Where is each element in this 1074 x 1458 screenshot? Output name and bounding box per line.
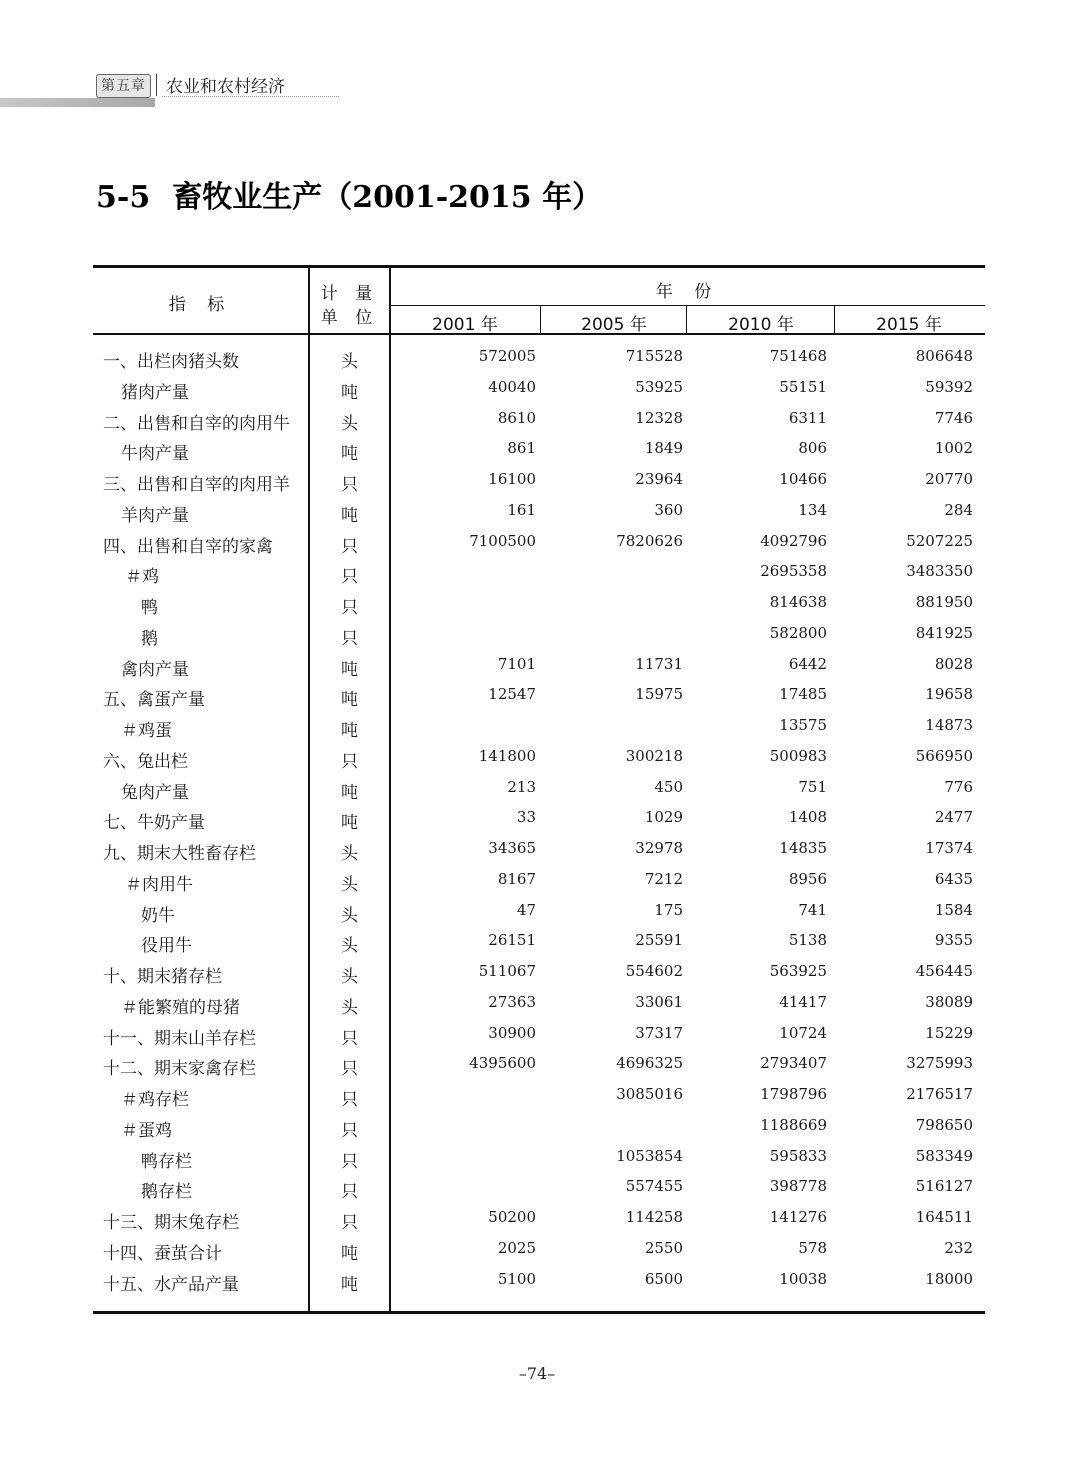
row-indicator: ＃肉用牛 (125, 874, 193, 895)
row-indicator: 九、期末大牲畜存栏 (103, 844, 256, 864)
value-2001: 16100 (488, 470, 536, 488)
value-2005: 12328 (635, 408, 683, 427)
value-2001: 213 (507, 777, 536, 796)
value-2001: 861 (507, 439, 536, 458)
value-2015: 7746 (934, 408, 973, 427)
value-2005: 53925 (635, 377, 683, 396)
value-2001: 34365 (488, 839, 536, 857)
row-unit: 吨 (341, 690, 358, 711)
value-2001: 7100500 (469, 531, 536, 550)
row-unit: 头 (341, 413, 358, 434)
row-indicator: ＃鸡 (125, 567, 159, 588)
value-2015: 2477 (934, 808, 973, 827)
value-2005: 360 (654, 500, 683, 519)
value-2010: 10466 (779, 470, 827, 488)
value-2015: 38089 (925, 992, 973, 1011)
value-2005: 114258 (625, 1208, 683, 1226)
value-2015: 6435 (934, 869, 973, 888)
row-indicator: 奶牛 (141, 905, 175, 926)
value-2015: 164511 (915, 1208, 973, 1226)
row-unit: 只 (341, 1059, 358, 1080)
value-2001: 7101 (497, 654, 536, 673)
value-2005: 715528 (625, 347, 683, 365)
table-top-rule (93, 265, 985, 268)
value-2015: 3275993 (906, 1054, 973, 1073)
value-2001: 8610 (497, 408, 536, 427)
value-2005: 33061 (635, 992, 683, 1011)
value-2010: 4092796 (760, 531, 827, 550)
value-2015: 14873 (925, 716, 973, 734)
row-indicator: 鹅 (141, 628, 158, 649)
row-unit: 只 (341, 1120, 358, 1141)
row-unit: 吨 (341, 382, 358, 403)
row-indicator: 十一、期末山羊存栏 (103, 1028, 256, 1049)
header-years: 年 份 (655, 282, 720, 302)
value-2005: 554602 (625, 962, 683, 980)
header-indicator: 指 标 (168, 295, 233, 315)
value-2001: 30900 (488, 1023, 536, 1042)
row-unit: 吨 (341, 721, 358, 741)
value-2001: 27363 (488, 992, 536, 1011)
chapter-header-bar (0, 98, 155, 107)
value-2010: 5138 (788, 931, 827, 950)
page-number: –74– (518, 1364, 556, 1383)
row-unit: 只 (341, 1151, 358, 1172)
row-indicator: 鸭存栏 (141, 1151, 192, 1172)
value-2010: 41417 (779, 992, 827, 1011)
row-unit: 头 (341, 905, 358, 926)
row-unit: 只 (341, 567, 358, 588)
value-2010: 500983 (769, 746, 827, 765)
row-indicator: 兔肉产量 (121, 782, 189, 803)
value-2015: 1002 (934, 439, 973, 458)
row-unit: 只 (341, 598, 358, 618)
value-2010: 398778 (769, 1177, 827, 1196)
value-2005: 11731 (635, 654, 683, 673)
row-indicator: 十四、蚕茧合计 (103, 1243, 222, 1264)
value-2001: 161 (507, 500, 536, 519)
row-indicator: 四、出售和自宰的家禽 (103, 536, 273, 557)
value-2010: 806 (798, 439, 827, 458)
value-2015: 516127 (915, 1177, 973, 1196)
row-unit: 头 (341, 352, 358, 372)
row-unit: 只 (341, 1182, 358, 1203)
value-2015: 284 (944, 500, 973, 519)
row-unit: 只 (341, 628, 358, 649)
value-2015: 583349 (915, 1146, 973, 1165)
row-unit: 头 (341, 844, 358, 864)
value-2005: 300218 (625, 746, 683, 765)
value-2005: 15975 (635, 685, 683, 704)
value-2005: 32978 (635, 839, 683, 857)
row-indicator: 二、出售和自宰的肉用牛 (103, 413, 290, 434)
header-year-2001: 2001 年 (432, 315, 498, 335)
table-title-text: 畜牧业生产（2001-2015 年） (172, 180, 603, 215)
value-2010: 10038 (779, 1269, 827, 1288)
value-2015: 2176517 (906, 1085, 973, 1103)
value-2015: 776 (944, 777, 973, 796)
row-unit: 头 (341, 936, 358, 957)
row-indicator: 禽肉产量 (121, 659, 189, 680)
value-2015: 9355 (934, 931, 973, 950)
value-2015: 15229 (925, 1023, 973, 1042)
chapter-title: 农业和农村经济 (166, 77, 285, 97)
value-2010: 1798796 (760, 1085, 827, 1103)
value-2010: 6442 (788, 654, 827, 673)
value-2010: 8956 (788, 869, 827, 888)
row-indicator: ＃蛋鸡 (121, 1120, 172, 1141)
value-2010: 13575 (779, 716, 827, 734)
value-2001: 12547 (488, 685, 536, 704)
row-unit: 头 (341, 967, 358, 987)
value-2005: 7820626 (616, 531, 683, 550)
year-divider (834, 306, 835, 334)
value-2010: 1408 (788, 808, 827, 827)
value-2001: 40040 (488, 377, 536, 396)
value-2015: 456445 (915, 962, 973, 980)
value-2010: 10724 (779, 1023, 827, 1042)
value-2001: 5100 (497, 1269, 536, 1288)
row-indicator: ＃能繁殖的母猪 (121, 997, 240, 1018)
row-indicator: 牛肉产量 (121, 444, 189, 465)
value-2005: 25591 (635, 931, 683, 950)
header-unit (310, 282, 389, 330)
table-bottom-rule (93, 1311, 985, 1314)
value-2001: 33 (516, 808, 536, 827)
row-unit: 头 (341, 874, 358, 895)
row-unit: 吨 (341, 505, 358, 526)
value-2005: 23964 (635, 470, 683, 488)
row-unit: 只 (341, 1090, 358, 1110)
row-indicator: 猪肉产量 (121, 382, 189, 403)
row-indicator: ＃鸡蛋 (121, 721, 172, 741)
value-2001: 572005 (478, 347, 536, 365)
row-indicator: 十二、期末家禽存栏 (103, 1059, 256, 1080)
value-2010: 141276 (769, 1208, 827, 1226)
value-2001: 511067 (478, 962, 536, 980)
value-2005: 557455 (625, 1177, 683, 1196)
row-indicator: 一、出栏肉猪头数 (103, 352, 239, 372)
value-2015: 19658 (925, 685, 973, 704)
row-unit: 只 (341, 1213, 358, 1233)
table-number: 5-5 (96, 180, 151, 215)
header-unit-line2: 单 位 (320, 308, 379, 328)
value-2010: 1188669 (760, 1115, 827, 1134)
header-unit-line1: 计 量 (320, 284, 379, 304)
row-unit: 吨 (341, 1274, 358, 1295)
table-row (93, 1270, 985, 1300)
value-2015: 8028 (934, 654, 973, 673)
value-2010: 578 (798, 1238, 827, 1257)
header-year-2005: 2005 年 (581, 315, 647, 335)
value-2005: 7212 (644, 869, 683, 888)
row-unit: 吨 (341, 444, 358, 465)
value-2005: 450 (654, 777, 683, 796)
row-indicator: 羊肉产量 (121, 505, 189, 526)
row-indicator: 六、兔出栏 (103, 751, 188, 772)
row-indicator: 五、禽蛋产量 (103, 690, 205, 711)
row-indicator: 鹅存栏 (141, 1182, 192, 1203)
value-2010: 595833 (769, 1146, 827, 1165)
row-indicator: 鸭 (141, 598, 158, 618)
value-2010: 55151 (779, 377, 827, 396)
value-2015: 3483350 (906, 562, 973, 581)
value-2010: 2695358 (760, 562, 827, 581)
value-2005: 3085016 (616, 1085, 683, 1103)
value-2010: 17485 (779, 685, 827, 704)
row-indicator: ＃鸡存栏 (121, 1090, 189, 1110)
row-indicator: 十三、期末兔存栏 (103, 1213, 239, 1233)
row-unit: 只 (341, 475, 358, 495)
value-2001: 8167 (497, 869, 536, 888)
row-unit: 只 (341, 536, 358, 557)
value-2001: 2025 (497, 1238, 536, 1257)
value-2005: 37317 (635, 1023, 683, 1042)
value-2015: 566950 (915, 746, 973, 765)
value-2010: 2793407 (760, 1054, 827, 1073)
value-2010: 751 (798, 777, 827, 796)
value-2015: 841925 (915, 623, 973, 642)
row-unit: 吨 (341, 1243, 358, 1264)
value-2010: 6311 (788, 408, 827, 427)
row-unit: 吨 (341, 782, 358, 803)
page-title (96, 172, 602, 216)
value-2015: 1584 (934, 900, 973, 919)
row-indicator: 役用牛 (141, 936, 192, 957)
value-2015: 232 (944, 1238, 973, 1257)
value-2010: 582800 (769, 623, 827, 642)
row-unit: 只 (341, 751, 358, 772)
value-2010: 814638 (769, 593, 827, 611)
value-2005: 1053854 (616, 1146, 683, 1165)
value-2001: 4395600 (469, 1054, 536, 1073)
row-unit: 吨 (341, 813, 358, 834)
row-unit: 只 (341, 1028, 358, 1049)
value-2001: 50200 (488, 1208, 536, 1226)
value-2015: 798650 (915, 1115, 973, 1134)
value-2005: 1849 (644, 439, 683, 458)
header-year-2015: 2015 年 (876, 315, 942, 335)
value-2015: 59392 (925, 377, 973, 396)
chapter-separator (156, 74, 157, 96)
chapter-dotted-rule (162, 96, 339, 97)
row-indicator: 十五、水产品产量 (103, 1274, 239, 1295)
value-2010: 134 (798, 500, 827, 519)
row-indicator: 三、出售和自宰的肉用羊 (103, 475, 290, 495)
value-2005: 1029 (644, 808, 683, 827)
value-2005: 4696325 (616, 1054, 683, 1073)
row-unit: 吨 (341, 659, 358, 680)
value-2005: 175 (654, 900, 683, 919)
value-2015: 18000 (925, 1269, 973, 1288)
value-2015: 881950 (915, 593, 973, 611)
row-unit: 头 (341, 997, 358, 1018)
value-2005: 2550 (644, 1238, 683, 1257)
value-2001: 47 (516, 900, 536, 919)
years-header-rule (390, 305, 985, 306)
value-2005: 6500 (644, 1269, 683, 1288)
value-2015: 17374 (925, 839, 973, 857)
header-year-2010: 2010 年 (728, 315, 794, 335)
value-2010: 741 (798, 900, 827, 919)
value-2015: 20770 (925, 470, 973, 488)
value-2001: 26151 (488, 931, 536, 950)
value-2001: 141800 (478, 746, 536, 765)
row-indicator: 七、牛奶产量 (103, 813, 205, 834)
value-2010: 751468 (769, 347, 827, 365)
value-2010: 14835 (779, 839, 827, 857)
row-indicator: 十、期末猪存栏 (103, 967, 222, 987)
value-2015: 5207225 (906, 531, 973, 550)
value-2015: 806648 (915, 347, 973, 365)
value-2010: 563925 (769, 962, 827, 980)
chapter-badge: 第五章 (96, 74, 151, 98)
